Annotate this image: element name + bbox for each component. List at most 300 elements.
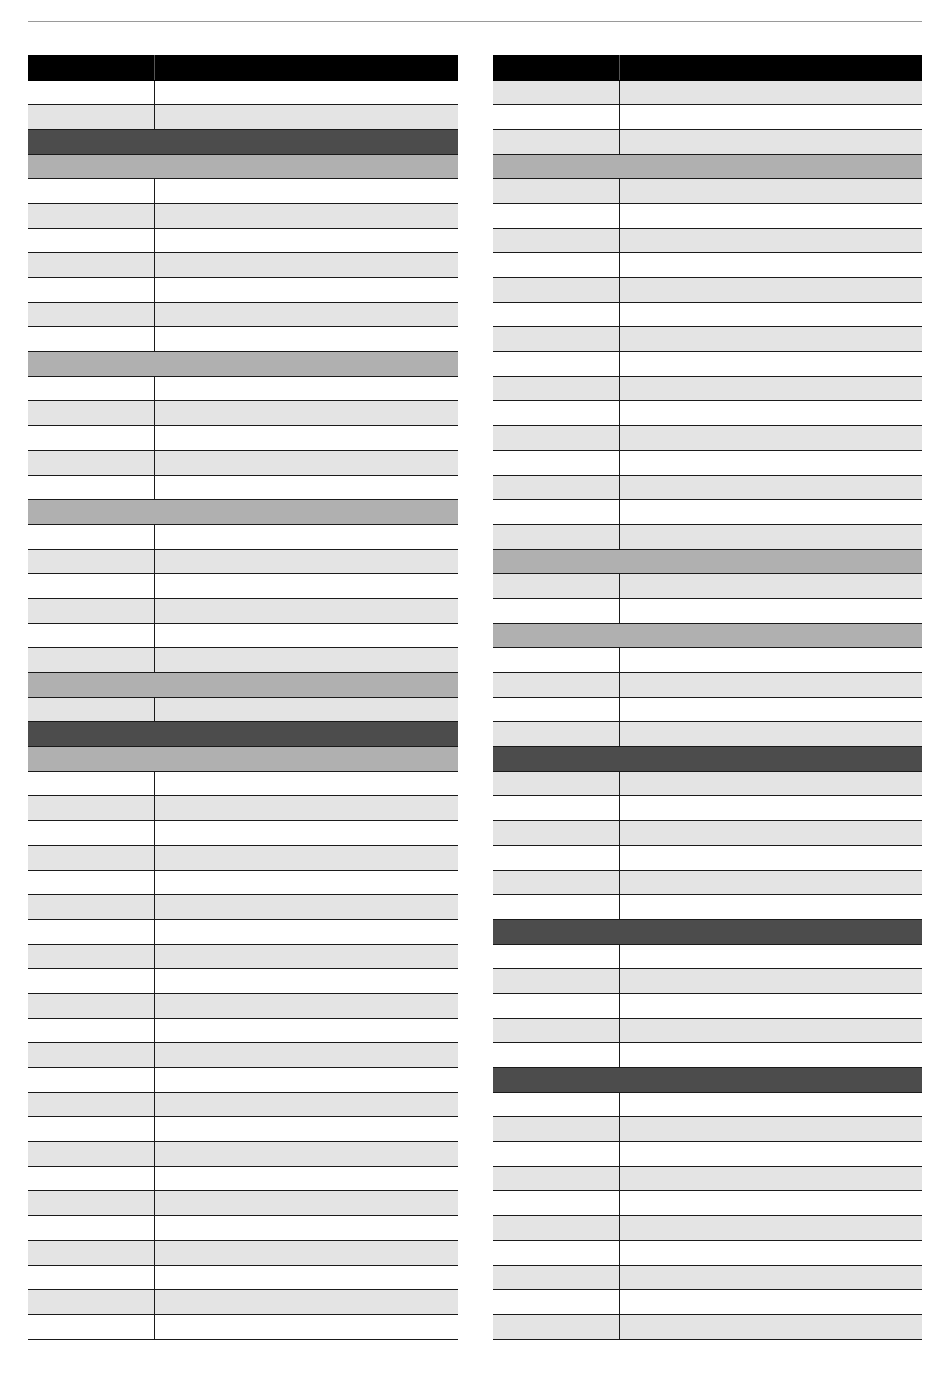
table-cell — [493, 179, 619, 204]
subsection-title — [28, 747, 458, 772]
table-cell — [493, 80, 619, 105]
table-cell — [493, 500, 619, 525]
table-row — [493, 1216, 922, 1241]
table-cell — [154, 203, 458, 228]
table-row — [28, 993, 458, 1018]
subsection-header-row — [28, 154, 458, 179]
table-cell — [619, 648, 922, 673]
table-cell — [28, 401, 154, 426]
table-cell — [493, 524, 619, 549]
table-cell — [28, 549, 154, 574]
table-row — [28, 524, 458, 549]
table-row — [493, 1240, 922, 1265]
table-row — [493, 1290, 922, 1315]
table-cell — [154, 105, 458, 130]
table-row — [28, 771, 458, 796]
table-cell — [619, 993, 922, 1018]
table-cell — [154, 426, 458, 451]
table-cell — [619, 278, 922, 303]
table-cell — [493, 697, 619, 722]
table-row — [493, 1018, 922, 1043]
table-row — [28, 278, 458, 303]
table-cell — [28, 475, 154, 500]
table-row — [28, 919, 458, 944]
table-cell — [28, 302, 154, 327]
table-row — [28, 376, 458, 401]
table-cell — [154, 993, 458, 1018]
subsection-header-row — [493, 549, 922, 574]
subsection-title — [28, 673, 458, 698]
table-cell — [619, 1117, 922, 1142]
table-cell — [154, 253, 458, 278]
table-cell — [619, 1290, 922, 1315]
table-row — [28, 426, 458, 451]
table-cell — [154, 302, 458, 327]
subsection-title — [493, 154, 922, 179]
table-row — [493, 327, 922, 352]
table-row — [493, 105, 922, 130]
table-cell — [493, 253, 619, 278]
table-row — [493, 845, 922, 870]
section-header-row — [493, 919, 922, 944]
table-row — [28, 697, 458, 722]
table-cell — [493, 648, 619, 673]
table-cell — [28, 1314, 154, 1339]
table-row — [493, 870, 922, 895]
table-row — [493, 1166, 922, 1191]
table-cell — [493, 574, 619, 599]
table-row — [493, 278, 922, 303]
table-row — [493, 450, 922, 475]
table-cell — [154, 401, 458, 426]
table-cell — [28, 105, 154, 130]
table-row — [493, 598, 922, 623]
table-row — [493, 426, 922, 451]
table-cell — [28, 1018, 154, 1043]
table-cell — [154, 1265, 458, 1290]
table-row — [28, 1191, 458, 1216]
table-cell — [619, 524, 922, 549]
table-cell — [619, 203, 922, 228]
table-cell — [154, 1240, 458, 1265]
table-cell — [493, 969, 619, 994]
table-header-row — [493, 55, 922, 80]
subsection-title — [493, 623, 922, 648]
table-cell — [28, 524, 154, 549]
table-cell — [619, 376, 922, 401]
table-cell — [28, 944, 154, 969]
table-cell — [493, 895, 619, 920]
table-row — [28, 895, 458, 920]
table-cell — [154, 278, 458, 303]
table-row — [493, 1314, 922, 1339]
section-title — [28, 129, 458, 154]
table-cell — [154, 969, 458, 994]
table-row — [493, 179, 922, 204]
table-cell — [619, 821, 922, 846]
table-row — [28, 450, 458, 475]
table-cell — [493, 228, 619, 253]
table-cell — [28, 697, 154, 722]
table-cell — [28, 179, 154, 204]
table-cell — [619, 895, 922, 920]
table-cell — [28, 253, 154, 278]
table-cell — [619, 401, 922, 426]
table-cell — [28, 623, 154, 648]
table-row — [493, 80, 922, 105]
table-row — [493, 1117, 922, 1142]
table-cell — [493, 1117, 619, 1142]
table-cell — [154, 80, 458, 105]
table-cell — [619, 870, 922, 895]
table-cell — [619, 228, 922, 253]
table-row — [28, 401, 458, 426]
table-row — [28, 1018, 458, 1043]
table-row — [28, 475, 458, 500]
left-table — [28, 55, 458, 1340]
table-cell — [154, 944, 458, 969]
subsection-title — [28, 500, 458, 525]
table-row — [493, 574, 922, 599]
section-title — [493, 919, 922, 944]
table-cell — [493, 1142, 619, 1167]
table-cell — [28, 426, 154, 451]
table-row — [493, 1265, 922, 1290]
table-row — [28, 228, 458, 253]
subsection-header-row — [493, 623, 922, 648]
table-row — [493, 302, 922, 327]
left-table-body — [28, 80, 458, 1339]
table-cell — [619, 796, 922, 821]
table-cell — [154, 845, 458, 870]
table-cell — [493, 450, 619, 475]
table-row — [28, 845, 458, 870]
table-cell — [28, 278, 154, 303]
table-cell — [154, 574, 458, 599]
table-cell — [154, 1191, 458, 1216]
table-cell — [493, 401, 619, 426]
table-cell — [28, 771, 154, 796]
table-cell — [493, 352, 619, 377]
table-row — [493, 1142, 922, 1167]
table-cell — [28, 1117, 154, 1142]
table-cell — [28, 1092, 154, 1117]
table-cell — [493, 598, 619, 623]
table-cell — [619, 426, 922, 451]
table-cell — [154, 327, 458, 352]
section-header-row — [28, 722, 458, 747]
table-row — [28, 1166, 458, 1191]
table-cell — [619, 475, 922, 500]
table-cell — [493, 203, 619, 228]
table-cell — [28, 895, 154, 920]
table-cell — [28, 228, 154, 253]
table-row — [28, 1092, 458, 1117]
table-row — [493, 228, 922, 253]
table-cell — [154, 228, 458, 253]
table-cell — [28, 969, 154, 994]
table-cell — [28, 1240, 154, 1265]
table-cell — [154, 549, 458, 574]
table-row — [493, 969, 922, 994]
table-row — [493, 352, 922, 377]
right-table — [493, 55, 922, 1340]
table-cell — [28, 845, 154, 870]
table-cell — [619, 969, 922, 994]
table-cell — [154, 870, 458, 895]
table-cell — [28, 327, 154, 352]
table-row — [493, 475, 922, 500]
table-cell — [154, 1314, 458, 1339]
table-row — [28, 1043, 458, 1068]
table-cell — [154, 796, 458, 821]
table-cell — [154, 919, 458, 944]
table-cell — [493, 327, 619, 352]
table-cell — [619, 598, 922, 623]
table-cell — [154, 623, 458, 648]
table-cell — [619, 1216, 922, 1241]
table-cell — [619, 1166, 922, 1191]
table-cell — [154, 598, 458, 623]
table-row — [28, 549, 458, 574]
header-cell-1 — [493, 55, 619, 80]
table-row — [28, 796, 458, 821]
table-cell — [154, 1216, 458, 1241]
table-row — [28, 648, 458, 673]
table-cell — [619, 105, 922, 130]
table-row — [493, 944, 922, 969]
table-cell — [154, 1068, 458, 1093]
table-cell — [493, 870, 619, 895]
right-table-body — [493, 80, 922, 1339]
table-cell — [28, 80, 154, 105]
table-row — [28, 574, 458, 599]
table-cell — [619, 129, 922, 154]
table-cell — [28, 574, 154, 599]
table-cell — [28, 1265, 154, 1290]
table-row — [493, 895, 922, 920]
table-cell — [619, 1191, 922, 1216]
table-row — [493, 203, 922, 228]
table-row — [493, 796, 922, 821]
section-title — [493, 1068, 922, 1093]
table-cell — [154, 524, 458, 549]
table-cell — [493, 475, 619, 500]
table-cell — [619, 574, 922, 599]
table-cell — [28, 1166, 154, 1191]
table-cell — [493, 673, 619, 698]
table-cell — [619, 450, 922, 475]
table-cell — [619, 1092, 922, 1117]
table-row — [28, 302, 458, 327]
table-cell — [619, 1018, 922, 1043]
table-row — [493, 673, 922, 698]
table-cell — [154, 1290, 458, 1315]
table-row — [28, 80, 458, 105]
table-cell — [493, 722, 619, 747]
table-cell — [28, 376, 154, 401]
table-cell — [619, 179, 922, 204]
table-cell — [28, 1191, 154, 1216]
table-row — [493, 1191, 922, 1216]
header-cell-2 — [619, 55, 922, 80]
table-cell — [619, 352, 922, 377]
table-row — [493, 993, 922, 1018]
table-cell — [28, 1043, 154, 1068]
subsection-title — [493, 549, 922, 574]
table-cell — [619, 1043, 922, 1068]
table-cell — [28, 821, 154, 846]
table-cell — [493, 821, 619, 846]
section-header-row — [493, 1068, 922, 1093]
table-row — [28, 327, 458, 352]
table-row — [28, 623, 458, 648]
table-row — [493, 1092, 922, 1117]
table-cell — [493, 1290, 619, 1315]
table-row — [493, 648, 922, 673]
table-cell — [619, 697, 922, 722]
table-cell — [493, 426, 619, 451]
table-cell — [154, 1092, 458, 1117]
table-row — [28, 969, 458, 994]
subsection-header-row — [28, 747, 458, 772]
table-cell — [28, 1068, 154, 1093]
table-cell — [493, 105, 619, 130]
table-cell — [493, 944, 619, 969]
table-row — [28, 944, 458, 969]
table-cell — [154, 821, 458, 846]
table-row — [28, 1314, 458, 1339]
table-cell — [28, 919, 154, 944]
table-row — [28, 1142, 458, 1167]
table-cell — [154, 376, 458, 401]
subsection-title — [28, 154, 458, 179]
table-cell — [493, 1191, 619, 1216]
table-cell — [28, 203, 154, 228]
table-cell — [154, 179, 458, 204]
table-cell — [493, 796, 619, 821]
table-row — [28, 1290, 458, 1315]
header-cell-2 — [154, 55, 458, 80]
table-cell — [619, 845, 922, 870]
table-cell — [154, 895, 458, 920]
table-cell — [493, 376, 619, 401]
table-cell — [493, 1265, 619, 1290]
table-row — [28, 1265, 458, 1290]
table-row — [493, 722, 922, 747]
table-cell — [619, 722, 922, 747]
table-cell — [154, 1142, 458, 1167]
table-cell — [619, 500, 922, 525]
section-header-row — [28, 129, 458, 154]
table-row — [28, 179, 458, 204]
table-cell — [493, 993, 619, 1018]
table-row — [493, 821, 922, 846]
subsection-header-row — [28, 352, 458, 377]
section-title — [493, 747, 922, 772]
table-cell — [493, 1018, 619, 1043]
table-row — [28, 1216, 458, 1241]
table-row — [493, 771, 922, 796]
section-header-row — [493, 747, 922, 772]
header-cell-1 — [28, 55, 154, 80]
table-cell — [493, 1314, 619, 1339]
subsection-header-row — [493, 154, 922, 179]
table-cell — [28, 1142, 154, 1167]
table-row — [28, 821, 458, 846]
table-cell — [493, 845, 619, 870]
table-row — [28, 870, 458, 895]
table-cell — [493, 771, 619, 796]
table-cell — [28, 993, 154, 1018]
section-title — [28, 722, 458, 747]
subsection-header-row — [28, 673, 458, 698]
table-cell — [154, 648, 458, 673]
table-row — [493, 129, 922, 154]
table-cell — [493, 1240, 619, 1265]
table-row — [493, 1043, 922, 1068]
table-cell — [154, 1018, 458, 1043]
table-cell — [619, 771, 922, 796]
table-row — [493, 253, 922, 278]
table-cell — [28, 1216, 154, 1241]
table-cell — [28, 1290, 154, 1315]
table-cell — [493, 278, 619, 303]
table-cell — [28, 870, 154, 895]
subsection-header-row — [28, 500, 458, 525]
table-row — [28, 105, 458, 130]
table-cell — [154, 1117, 458, 1142]
table-cell — [493, 1216, 619, 1241]
table-cell — [154, 450, 458, 475]
table-cell — [154, 771, 458, 796]
table-cell — [493, 1166, 619, 1191]
top-divider — [28, 21, 922, 22]
table-row — [28, 203, 458, 228]
table-cell — [619, 327, 922, 352]
table-cell — [619, 302, 922, 327]
table-row — [493, 524, 922, 549]
table-cell — [28, 796, 154, 821]
table-cell — [154, 475, 458, 500]
table-row — [28, 253, 458, 278]
table-row — [493, 500, 922, 525]
table-cell — [619, 1142, 922, 1167]
table-cell — [28, 450, 154, 475]
subsection-title — [28, 352, 458, 377]
table-row — [28, 598, 458, 623]
table-cell — [28, 648, 154, 673]
table-cell — [493, 129, 619, 154]
table-cell — [619, 1314, 922, 1339]
table-row — [28, 1240, 458, 1265]
table-row — [493, 401, 922, 426]
table-cell — [619, 673, 922, 698]
table-cell — [619, 253, 922, 278]
table-header-row — [28, 55, 458, 80]
table-row — [28, 1068, 458, 1093]
table-cell — [493, 1043, 619, 1068]
table-cell — [154, 697, 458, 722]
table-cell — [154, 1043, 458, 1068]
table-cell — [619, 80, 922, 105]
table-cell — [28, 598, 154, 623]
table-cell — [619, 1265, 922, 1290]
table-cell — [493, 1092, 619, 1117]
table-row — [493, 697, 922, 722]
table-cell — [493, 302, 619, 327]
table-row — [28, 1117, 458, 1142]
